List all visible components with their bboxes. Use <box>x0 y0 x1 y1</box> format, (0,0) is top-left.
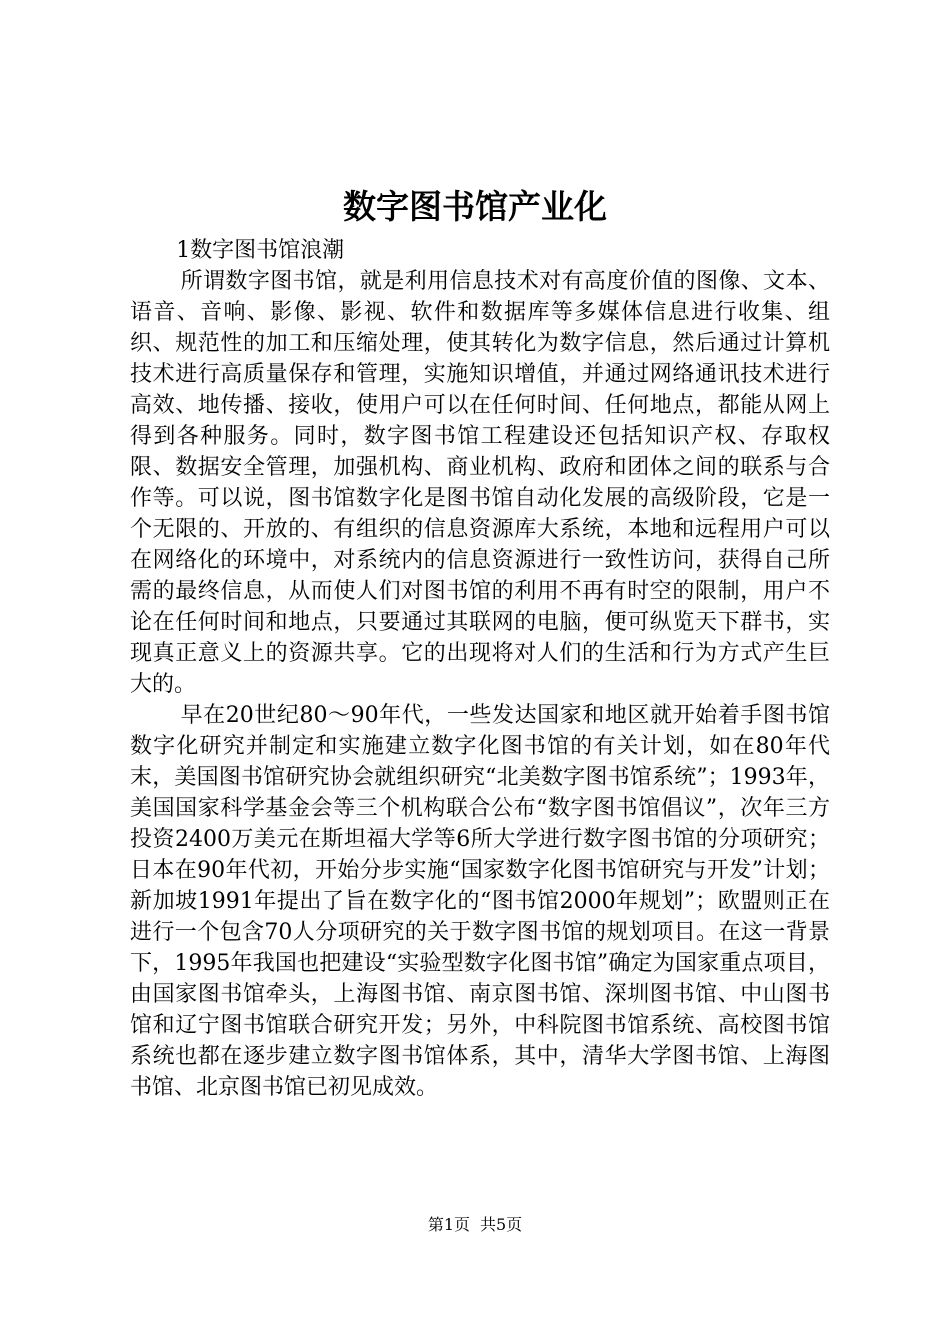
document-body <box>130 235 830 1103</box>
page-total: 共5页 <box>480 1215 523 1234</box>
body-paragraph-2: 早在20世纪80～90年代，一些发达国家和地区就开始着手图书馆数字化研究并制定和实施建立数字化图书馆的有关计划，如在80年代末，美国图书馆研究协会就组织研究“北美数字图书馆系统”；1993年，美国国家科学基金会等三个机构联合公布“数字图书馆倡议”，次年三方投资2400万美元在斯坦福大学等6所大学进行数字图书馆的分项研究；日本在90年代初，开始分步实施“国家数字化图书馆研究与开发”计划；新加坡1991年提出了旨在数字化的“图书馆2000年规划”；欧盟则正在进行一个包含70人分项研究的关于数字图书馆的规划项目。在这一背景下，1995年我国也把建设“实验型数字化图书馆”确定为国家重点项目，由国家图书馆牵头，上海图书馆、南京图书馆、深圳图书馆、中山图书馆和辽宁图书馆联合研究开发；另外，中科院图书馆系统、高校图书馆系统也都在逐步建立数字图书馆体系，其中，清华大学图书馆、上海图书馆、北京图书馆已初见成效。 <box>130 703 830 1100</box>
page-footer <box>0 1213 950 1237</box>
body-paragraph-1: 所谓数字图书馆，就是利用信息技术对有高度价值的图像、文本、语音、音响、影像、影视、软件和数据库等多媒体信息进行收集、组织、规范性的加工和压缩处理，使其转化为数字信息，然后通过计算机技术进行高质量保存和管理，实施知识增值，并通过网络通讯技术进行高效、地传播、接收，使用户可以在任何时间、任何地点，都能从网上得到各种服务。同时，数字图书馆工程建设还包括知识产权、存取权限、数据安全管理，加强机构、商业机构、政府和团体之间的联系与合作等。可以说，图书馆数字化是图书馆自动化发展的高级阶段，它是一个无限的、开放的、有组织的信息资源库大系统，本地和远程用户可以在网络化的环境中，对系统内的信息资源进行一致性访问，获得自己所需的最终信息，从而使人们对图书馆的利用不再有时空的限制，用户不论在任何时间和地点，只要通过其联网的电脑，便可纵览天下群书，实现真正意义上的资源共享。它的出现将对人们的生活和行为方式产生巨大的。 <box>130 269 830 697</box>
page-title: 数字图书馆产业化 <box>343 187 607 226</box>
page-number: 第1页 <box>427 1215 470 1234</box>
section-heading: 1数字图书馆浪潮 <box>176 238 345 263</box>
